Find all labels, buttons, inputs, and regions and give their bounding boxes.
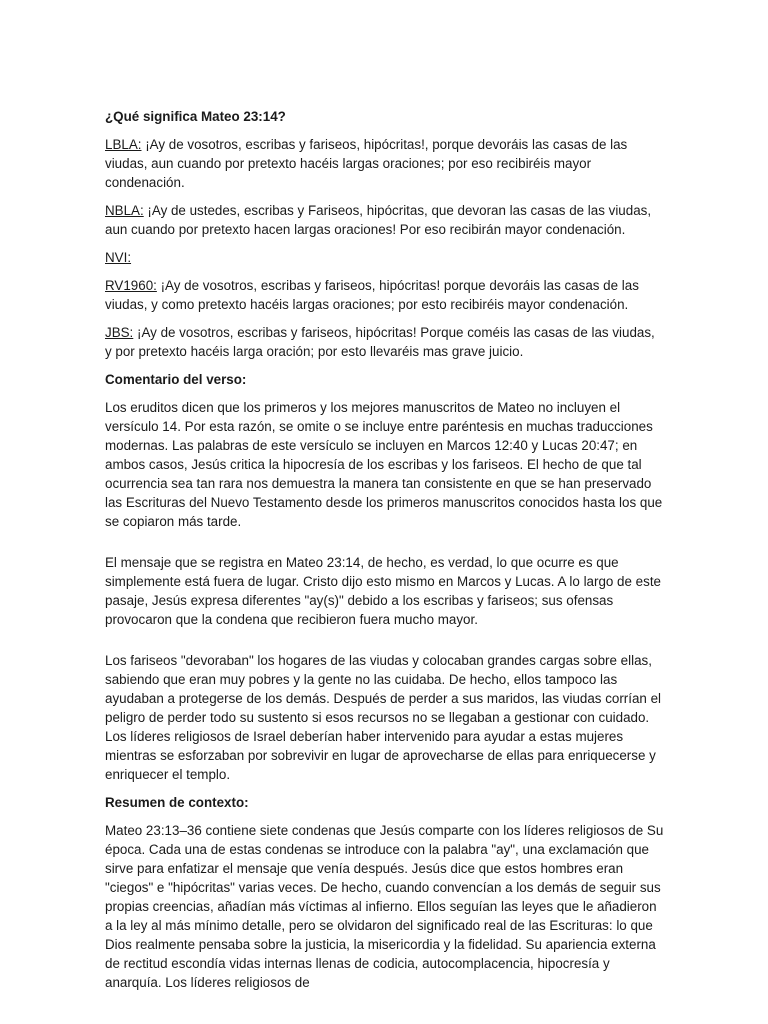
verse-text-rv1960: ¡Ay de vosotros, escribas y fariseos, hipócritas! porque devoráis las casas de las viudas, y como pretexto hacéis largas oraciones; por esto recibiréis mayor condenación. [105, 278, 639, 312]
verse-text-jbs: ¡Ay de vosotros, escribas y fariseos, hipócritas! Porque coméis las casas de las viudas, y por pretexto hacéis larga oración; por esto llevaréis mas grave juicio. [105, 325, 655, 359]
commentary-paragraph-1: Los eruditos dicen que los primeros y los mejores manuscritos de Mateo no incluyen el versículo 14. Por esta razón, se omite o se incluye entre paréntesis en muchas traducciones modernas. Las palabras de este versículo se incluyen en Marcos 12:40 y Lucas 20:47; en ambos casos, Jesús critica la hipocresía de los escribas y los fariseos. El hecho de que tal ocurrencia sea tan rara nos demuestra la manera tan consistente en que se han preservado las Escrituras del Nuevo Testamento desde los primeros manuscritos conocidos hasta los que se copiaron más tarde. [105, 400, 663, 529]
verse-text-lbla: ¡Ay de vosotros, escribas y fariseos, hipócritas!, porque devoráis las casas de las viudas, aun cuando por pretexto hacéis largas oraciones; por eso recibiréis mayor condenación. [105, 137, 628, 190]
verse-nbla [105, 201, 665, 239]
version-label-jbs: JBS: [105, 325, 134, 340]
version-label-nbla: NBLA: [105, 203, 144, 218]
context-heading: Resumen de contexto: [105, 795, 249, 810]
verse-nvi [105, 248, 665, 267]
commentary-heading: Comentario del verso: [105, 372, 247, 387]
commentary-paragraph-2: El mensaje que se registra en Mateo 23:14, de hecho, es verdad, lo que ocurre es que simplemente está fuera de lugar. Cristo dijo esto mismo en Marcos y Lucas. A lo largo de este pasaje, Jesús expresa diferentes "ay(s)" debido a los escribas y fariseos; sus ofensas provocaron que la condena que recibieron fuera mucho mayor. [105, 555, 661, 627]
verse-rv1960 [105, 276, 665, 314]
verse-lbla [105, 135, 665, 192]
verse-jbs [105, 323, 665, 361]
context-paragraph-1: Mateo 23:13–36 contiene siete condenas que Jesús comparte con los líderes religiosos de Su época. Cada una de estas condenas se introduce con la palabra "ay", una exclamación que sirve para enfatizar el mensaje que venía después. Jesús dice que estos hombres eran "ciegos" e "hipócritas" varias veces. De hecho, cuando convencían a los demás de seguir sus propias creencias, añadían más víctimas al infierno. Ellos seguían las leyes que le añadieron a la ley al más mínimo detalle, pero se olvidaron del significado real de las Escrituras: lo que Dios realmente pensaba sobre la justicia, la misericordia y la fidelidad. Su apariencia externa de rectitud escondía vidas internas llenas de codicia, autocomplacencia, hipocresía y anarquía. Los líderes religiosos de [105, 823, 664, 990]
page-title: ¿Qué significa Mateo 23:14? [105, 109, 286, 124]
version-label-nvi: NVI: [105, 250, 132, 265]
document-page [105, 107, 665, 1001]
version-label-lbla: LBLA: [105, 137, 142, 152]
verse-text-nbla: ¡Ay de ustedes, escribas y Fariseos, hipócritas, que devoran las casas de las viudas, aun cuando por pretexto hacen largas oraciones! Por eso recibirán mayor condenación. [105, 203, 652, 237]
version-label-rv1960: RV1960: [105, 278, 157, 293]
commentary-paragraph-3: Los fariseos "devoraban" los hogares de las viudas y colocaban grandes cargas sobre ellas, sabiendo que eran muy pobres y la gente no las cuidaba. De hecho, ellos tampoco las ayudaban a protegerse de los demás. Después de perder a sus maridos, las viudas corrían el peligro de perder todo su sustento si esos recursos no se llegaban a gestionar con cuidado. Los líderes religiosos de Israel deberían haber intervenido para ayudar a estas mujeres mientras se esforzaban por sobrevivir en lugar de aprovecharse de ellas para enriquecerse y enriquecer el templo. [105, 653, 662, 782]
